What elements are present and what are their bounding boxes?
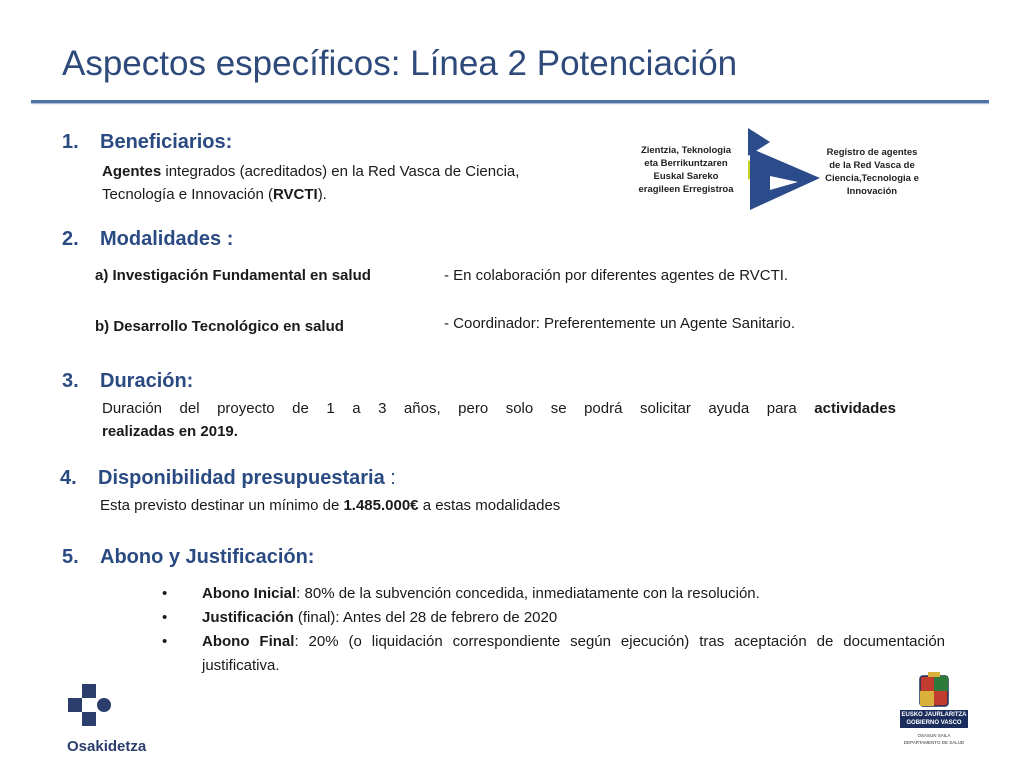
coat-of-arms-icon [898,672,970,710]
list-item [162,606,945,630]
section-beneficiarios-heading [62,131,232,154]
heading-colon: : [384,467,396,489]
gobierno-department [898,732,970,746]
section-heading-text: Abono y Justificación: [100,546,315,568]
gobierno-vasco-band: EUSKO JAURLARITZA GOBIERNO VASCO [901,712,967,726]
section-number: 3. [62,370,79,392]
list-item [162,582,945,606]
bullet-bold: Abono Final [202,633,295,650]
bullet-bold: Abono Inicial [202,585,297,602]
section-duracion-heading [62,370,193,393]
gobierno-vasco-logo [898,672,974,764]
rvcti-logo [630,126,930,214]
bullet-text: : 80% de la subvención concedida, inmediatamente con la resolución. [296,585,760,602]
list-item [162,630,945,678]
abono-bullet-list [162,582,945,678]
beneficiarios-line2: Tecnología e Innovación ( [102,186,273,203]
section-heading-text: Beneficiarios: [100,131,233,153]
section-modalidades-heading [62,228,233,251]
beneficiarios-line2-end: ). [317,186,327,203]
modalidad-b-label: b) Desarrollo Tecnológico en salud [95,318,344,335]
duracion-bold1: actividades [814,400,896,417]
section-number: 5. [62,546,79,568]
beneficiarios-line1: integrados (acreditados) en la Red Vasca de Ciencia, [161,163,520,180]
page-title: Aspectos específicos: Línea 2 Potenciación [62,44,738,83]
section-heading-text: Modalidades : [100,228,234,250]
section-presupuesto-heading [60,467,396,490]
modalidad-a-label: a) Investigación Fundamental en salud [95,267,371,284]
osakidetza-logo [66,684,166,764]
department-basque: OSASUN SAILA [917,733,951,738]
section-heading-text: Duración: [100,370,194,392]
bullet-bold: Justificación [202,609,294,626]
bullet-text: : 20% (o liquidación correspondiente según ejecución) tras aceptación de documentación justificativa. [202,633,946,674]
osakidetza-name: Osakidetza [67,738,147,755]
section-number: 2. [62,228,79,250]
modalidad-a-desc: - En colaboración por diferentes agentes de RVCTI. [444,267,789,284]
section-abono-heading [62,546,314,569]
rvcti-bold: RVCTI [272,186,318,203]
department-spanish: DEPARTAMENTO DE SALUD [903,740,965,745]
title-divider [31,100,989,103]
section-number: 1. [62,131,79,153]
osakidetza-cross-icon [68,684,118,732]
rvcti-logo-spanish-text: Registro de agentes de la Red Vasca de Ciencia,Tecnologia e Innovación [825,147,919,197]
bullet-icon: • [162,609,168,626]
section-number: 4. [60,467,77,489]
section-presupuesto-text [100,494,560,517]
bullet-text: (final): Antes del 28 de febrero de 2020 [293,609,558,626]
presupuesto-amount: 1.485.000€ [343,497,419,514]
duracion-line1: Duración del proyecto de 1 a 3 años, pero solo se podrá solicitar ayuda para [102,400,815,417]
duracion-bold2: realizadas en 2019. [102,423,238,440]
section-duracion-text [102,397,896,443]
rvcti-logo-basque-text: Zientzia, Teknologia eta Berrikuntzaren Euskal Sareko eragileen Erregistroa [638,145,734,195]
modalidad-b-desc: - Coordinador: Preferentemente un Agente Sanitario. [444,315,796,332]
agentes-bold: Agentes [102,163,162,180]
section-heading-text: Disponibilidad presupuestaria [98,467,385,489]
bullet-icon: • [162,585,168,602]
presupuesto-text1: Esta previsto destinar un mínimo de [100,497,344,514]
presupuesto-text2: a estas modalidades [418,497,561,514]
section-beneficiarios-text [102,160,602,206]
bullet-icon: • [162,633,168,650]
